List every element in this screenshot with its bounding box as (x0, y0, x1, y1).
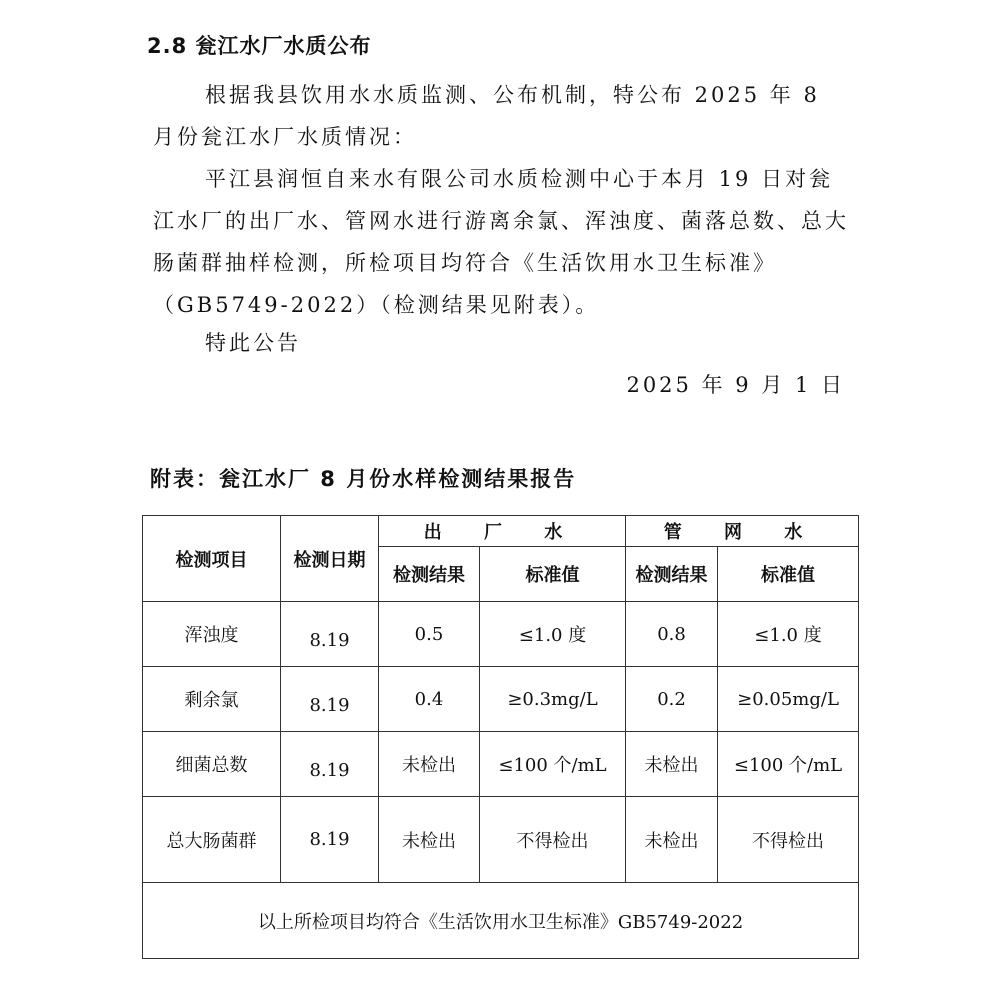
cell-pipe-result: 0.2 (626, 667, 718, 732)
table-row (143, 602, 859, 667)
cell-date: 8.19 (281, 602, 379, 667)
table-row (143, 797, 859, 883)
appendix-title: 附表：瓮江水厂 8 月份水样检测结果报告 (150, 467, 577, 491)
cell-pipe-standard: ≤1.0 度 (718, 602, 859, 667)
header-item: 检测项目 (143, 516, 281, 602)
cell-date: 8.19 (281, 797, 379, 883)
table-note-row (143, 883, 859, 959)
cell-factory-result: 未检出 (379, 732, 480, 797)
notice-paragraph-2: 平江县润恒自来水有限公司水质检测中心于本月 19 日对瓮江水厂的出厂水、管网水进行游离余氯、浑浊度、菌落总数、总大肠菌群抽样检测，所检项目均符合《生活饮用水卫生标准》（GB5749-2022）（检测结果见附表）。 (153, 167, 849, 317)
cell-pipe-standard: 不得检出 (718, 797, 859, 883)
header-factory-standard: 标准值 (480, 547, 626, 602)
cell-date: 8.19 (281, 667, 379, 732)
table-row (143, 732, 859, 797)
cell-pipe-result: 未检出 (626, 797, 718, 883)
cell-factory-standard: ≤1.0 度 (480, 602, 626, 667)
header-factory-water: 出 厂 水 (379, 516, 626, 547)
table-note: 以上所检项目均符合《生活饮用水卫生标准》GB5749-2022 (143, 883, 859, 959)
header-pipe-standard: 标准值 (718, 547, 859, 602)
cell-factory-standard: ≥0.3mg/L (480, 667, 626, 732)
cell-item: 浑浊度 (143, 602, 281, 667)
header-pipe-result: 检测结果 (626, 547, 718, 602)
cell-pipe-result: 0.8 (626, 602, 718, 667)
notice-paragraph-1: 根据我县饮用水水质监测、公布机制，特公布 2025 年 8 月份瓮江水厂水质情况： (153, 83, 820, 149)
cell-factory-result: 0.4 (379, 667, 480, 732)
cell-pipe-standard: ≥0.05mg/L (718, 667, 859, 732)
section-title: 2.8 瓮江水厂水质公布 (147, 34, 372, 58)
cell-item: 总大肠菌群 (143, 797, 281, 883)
cell-factory-result: 未检出 (379, 797, 480, 883)
header-row-1 (143, 516, 859, 547)
cell-item: 细菌总数 (143, 732, 281, 797)
header-factory-result: 检测结果 (379, 547, 480, 602)
cell-factory-standard: 不得检出 (480, 797, 626, 883)
table-row (143, 667, 859, 732)
header-date: 检测日期 (281, 516, 379, 602)
notice-date: 2025 年 9 月 1 日 (626, 373, 845, 397)
cell-pipe-standard: ≤100 个/mL (718, 732, 859, 797)
cell-date: 8.19 (281, 732, 379, 797)
results-table (142, 515, 859, 959)
cell-pipe-result: 未检出 (626, 732, 718, 797)
notice-closing: 特此公告 (205, 331, 301, 355)
cell-factory-result: 0.5 (379, 602, 480, 667)
cell-factory-standard: ≤100 个/mL (480, 732, 626, 797)
header-pipe-water: 管 网 水 (626, 516, 859, 547)
cell-item: 剩余氯 (143, 667, 281, 732)
